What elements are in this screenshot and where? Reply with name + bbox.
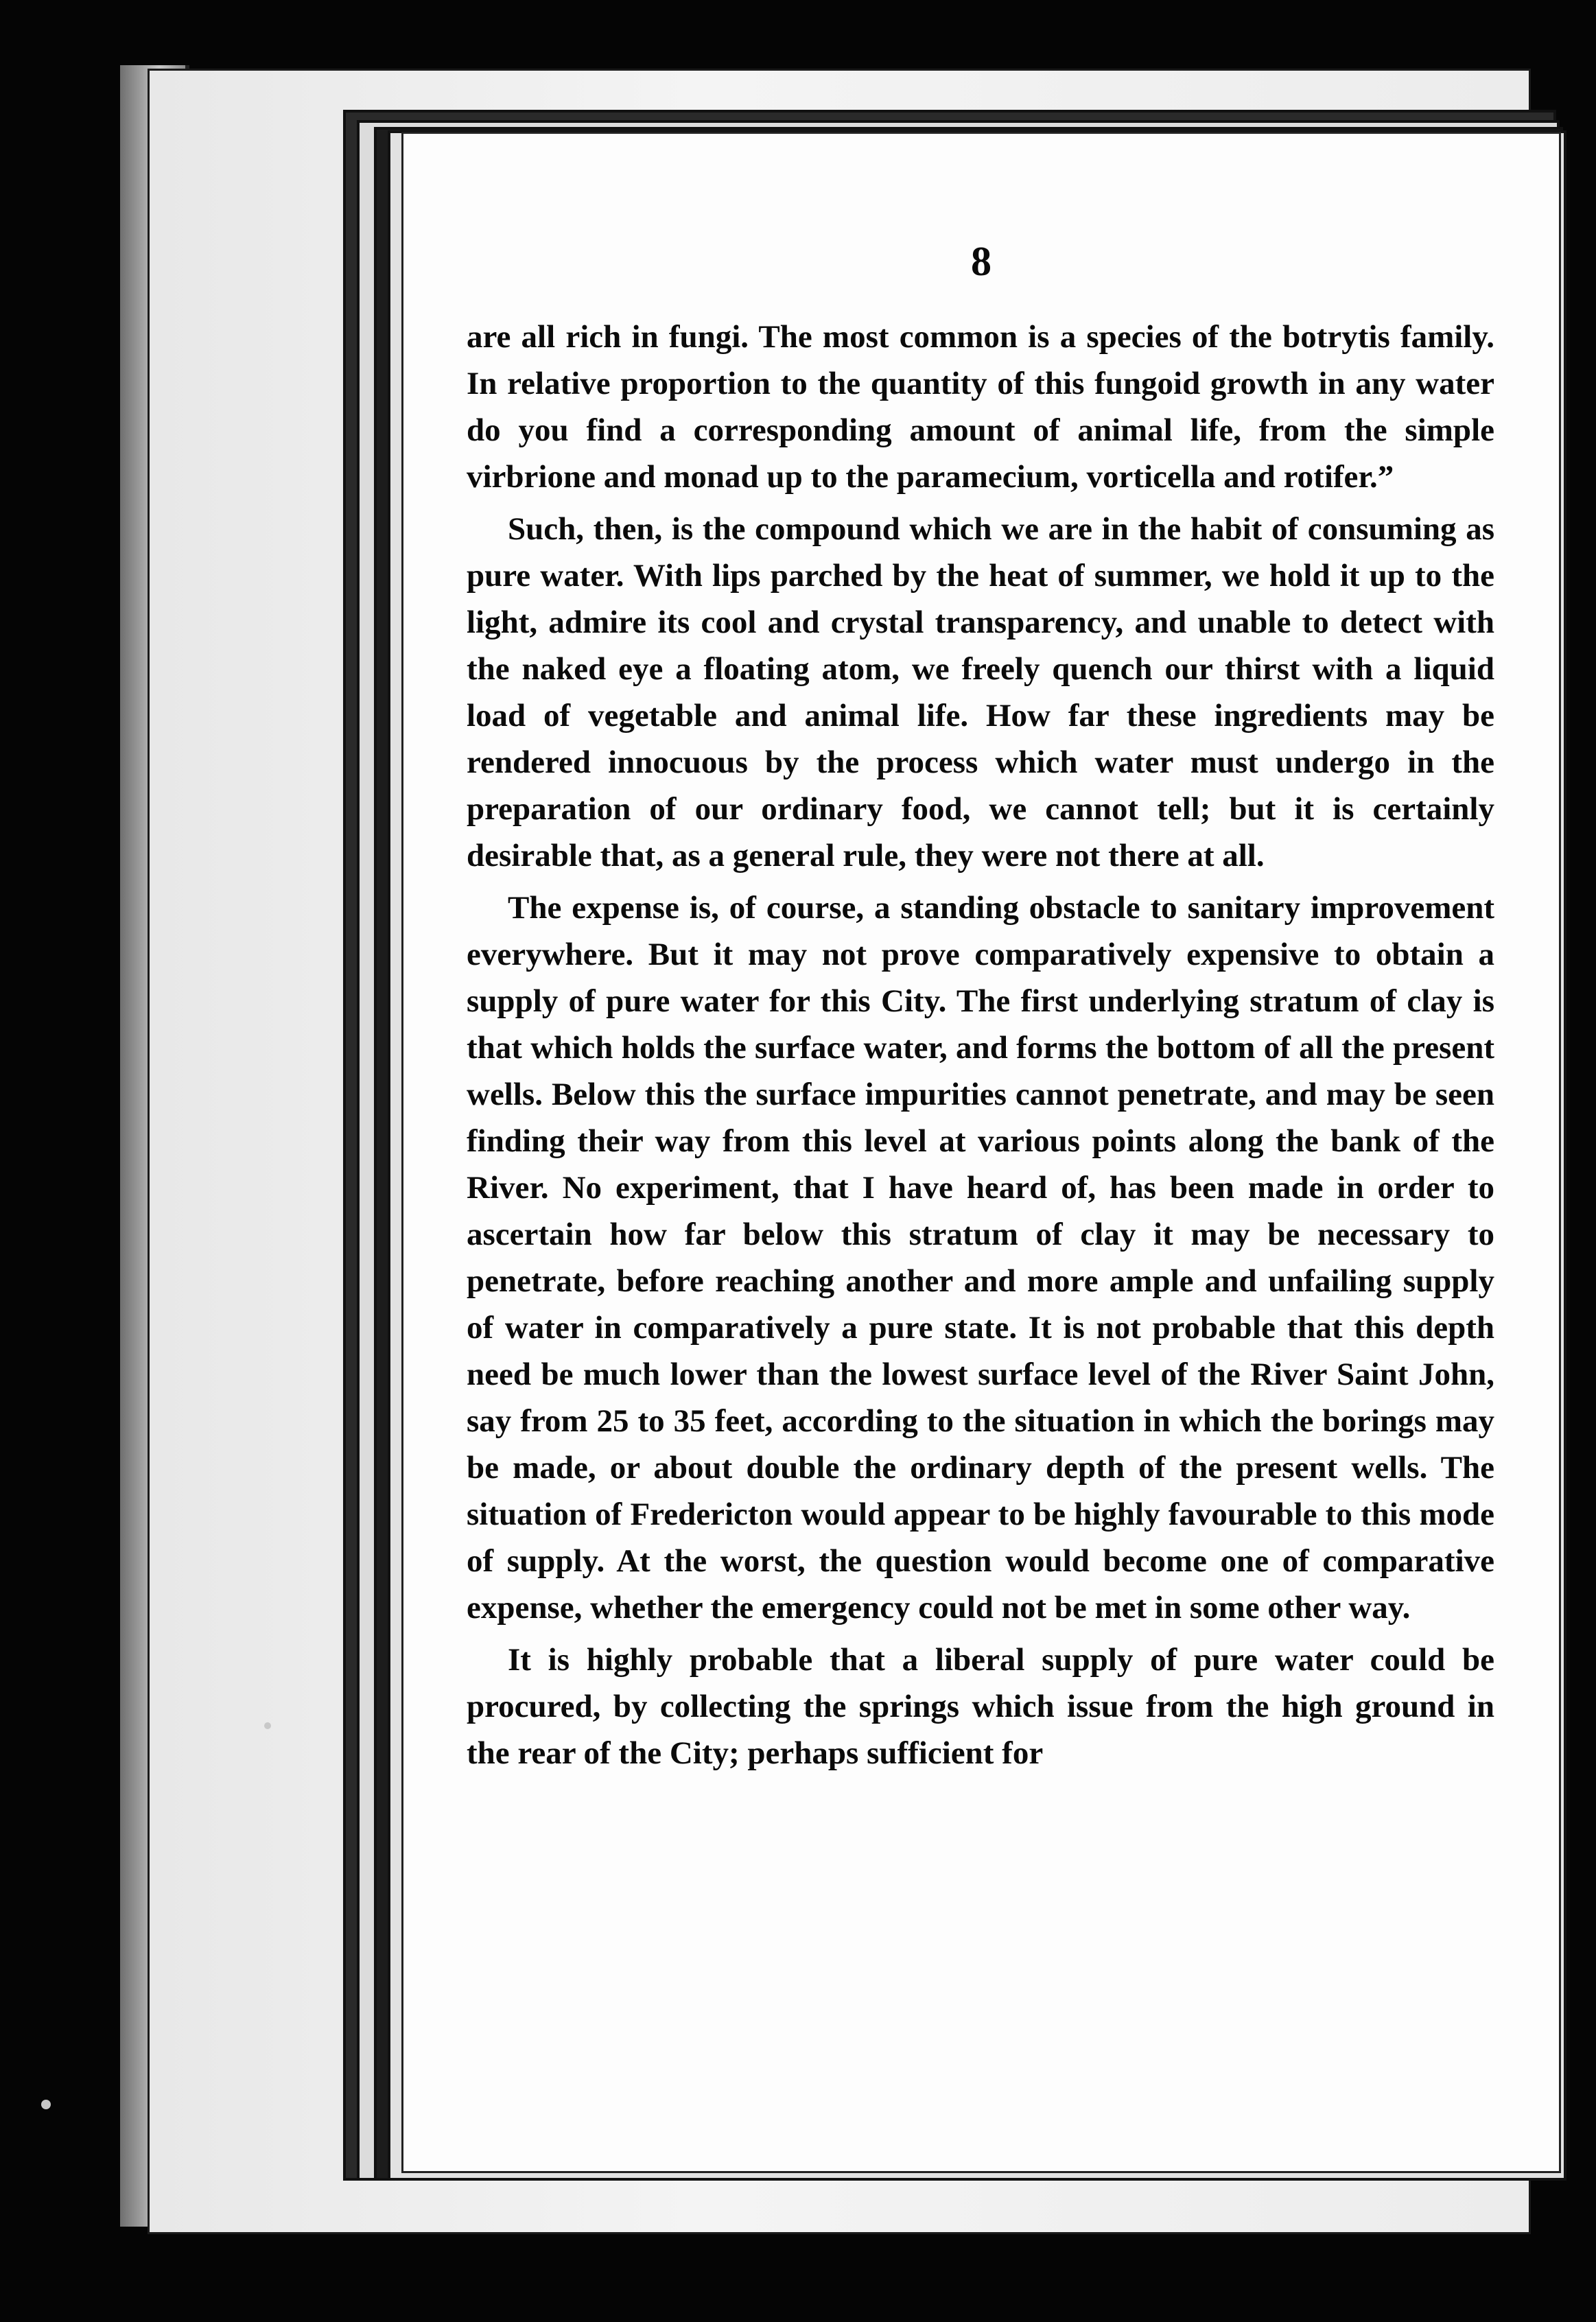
paragraph: It is highly probable that a liberal supply of pure water could be procured, by collecting the springs which issue from the high ground in the rear of the City; perhaps sufficient for	[467, 1642, 1494, 1771]
page-number: 8	[971, 239, 991, 284]
paragraph: are all rich in fungi. The most common is a species of the botrytis family. In relative proportion to the quantity of this fungoid growth in any water do you find a corresponding amount of animal life, from the simple virbrione and monad up to the paramecium, vorticella and rotifer.”	[467, 319, 1494, 495]
paragraph: Such, then, is the compound which we are in the habit of consuming as pure water. With lips parched by the heat of summer, we hold it up to the light, admire its cool and crystal transparency, and unable to detect with the naked eye a floating atom, we freely quench our thirst with a liquid load of vegetable and animal life. How far these ingredients may be rendered innocuous by the process which water must undergo in the preparation of our ordinary food, we cannot tell; but it is certainly desirable that, as a general rule, they were not there at all.	[467, 511, 1494, 873]
dust-speck	[41, 2100, 51, 2109]
dust-speck	[264, 1722, 271, 1729]
body-text	[467, 314, 1494, 1782]
paragraph: The expense is, of course, a standing obstacle to sanitary improvement everywhere. But it may not prove comparatively expensive to obtain a supply of pure water for this City. The first underlying stratum of clay is that which holds the surface water, and forms the bottom of all the present wells. Below this the surface impurities cannot penetrate, and may be seen finding their way from this level at various points along the bank of the River. No experiment, that I have heard of, has been made in order to ascertain how far below this stratum of clay it may be necessary to penetrate, before reaching another and more ample and unfailing supply of water in comparatively a pure state. It is not probable that this depth need be much lower than the lowest surface level of the River Saint John, say from 25 to 35 feet, according to the situation in which the borings may be made, or about double the ordinary depth of the present wells. The situation of Fredericton would appear to be highly favourable to this mode of supply. At the worst, the question would become one of comparative expense, whether the emergency could not be met in some other way.	[467, 890, 1494, 1626]
document-page	[401, 132, 1561, 2173]
